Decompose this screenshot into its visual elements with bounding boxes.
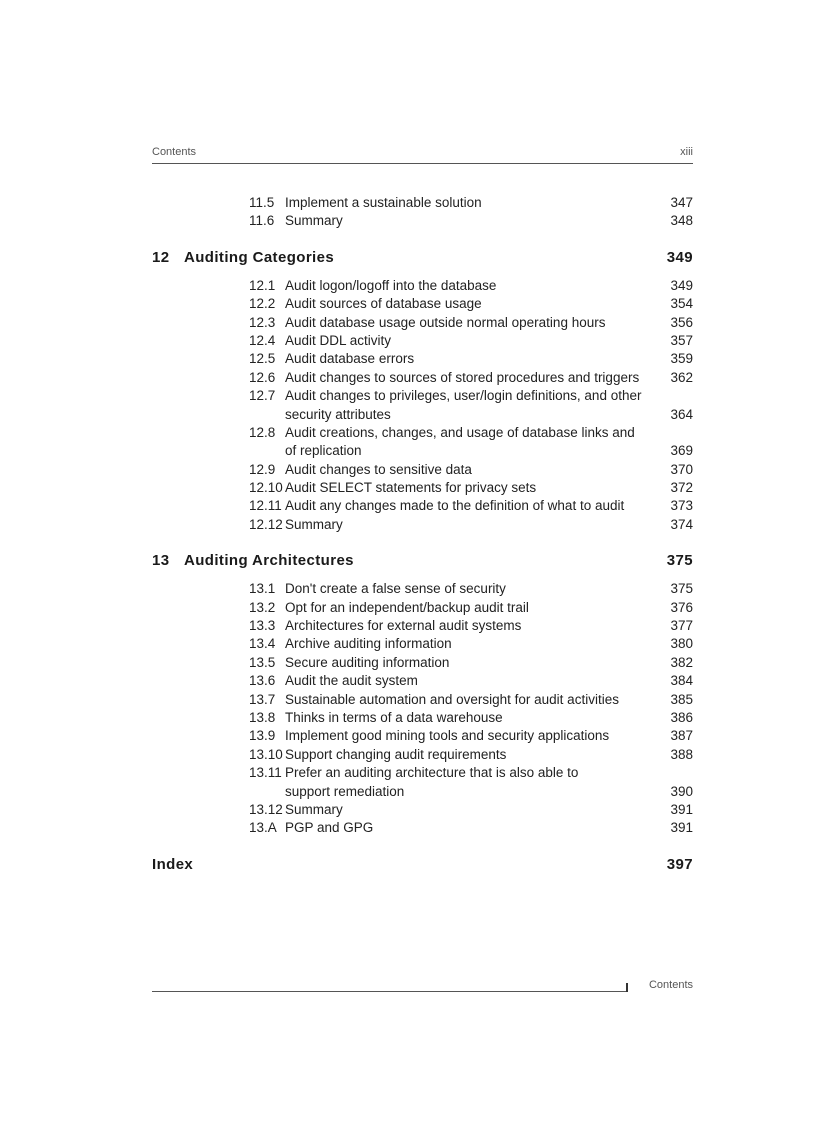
section-number: 12.12 — [249, 516, 283, 532]
section-number: 12.9 — [249, 461, 276, 477]
section-page: 359 — [670, 351, 693, 367]
toc-entry-line — [152, 709, 693, 727]
footer-tab-marker — [626, 983, 628, 992]
section-title: security attributes — [285, 406, 391, 422]
section-number: 13.3 — [249, 618, 276, 634]
toc-entry — [152, 461, 693, 479]
section-number: 12.10 — [249, 480, 283, 496]
toc-entry — [152, 387, 693, 424]
toc-entry-line — [152, 783, 693, 801]
chapter-page: 349 — [666, 248, 693, 266]
chapter-number: 12 — [152, 248, 170, 266]
running-head — [152, 146, 693, 158]
toc-entry — [152, 479, 693, 497]
header-rule — [152, 163, 693, 164]
toc-entry — [152, 617, 693, 635]
section-page: 357 — [670, 332, 693, 348]
section-number: 13.6 — [249, 673, 276, 689]
toc-entry-line — [152, 764, 693, 782]
section-title: Archive auditing information — [285, 636, 452, 652]
section-number: 13.A — [249, 820, 277, 836]
section-page: 391 — [670, 801, 693, 817]
toc-entry-line — [152, 369, 693, 387]
toc-entry — [152, 727, 693, 745]
section-page: 362 — [670, 369, 693, 385]
toc-group — [152, 552, 693, 837]
section-title: Audit DDL activity — [285, 332, 392, 348]
section-number: 13.12 — [249, 801, 283, 817]
section-page: 387 — [670, 728, 693, 744]
toc-entry-line — [152, 442, 693, 460]
toc-entry — [152, 580, 693, 598]
section-number: 13.7 — [249, 691, 276, 707]
section-number: 13.8 — [249, 709, 276, 725]
running-head-title: Contents — [152, 146, 197, 158]
section-page: 390 — [670, 783, 693, 799]
section-page: 354 — [670, 296, 693, 312]
toc-entry-line — [152, 617, 693, 635]
section-title: Support changing audit requirements — [285, 746, 507, 762]
toc-entry — [152, 709, 693, 727]
section-title: Audit creations, changes, and usage of database links and — [285, 424, 635, 440]
table-of-contents — [152, 194, 693, 896]
toc-entry — [152, 314, 693, 332]
section-number: 12.8 — [249, 424, 276, 440]
section-page: 375 — [670, 581, 693, 597]
section-title: Summary — [285, 801, 343, 817]
section-number: 12.11 — [249, 498, 282, 514]
toc-entry — [152, 819, 693, 837]
toc-entry — [152, 295, 693, 313]
chapter-heading — [152, 552, 693, 574]
toc-entry-line — [152, 424, 693, 442]
toc-entry-line — [152, 672, 693, 690]
toc-entry-line — [152, 691, 693, 709]
section-title: Audit database errors — [285, 351, 415, 367]
toc-entry-line — [152, 479, 693, 497]
chapter-heading — [152, 249, 693, 271]
toc-entry-line — [152, 497, 693, 515]
toc-entry — [152, 654, 693, 672]
toc-entry-line — [152, 635, 693, 653]
section-title: Summary — [285, 516, 343, 532]
section-title: of replication — [285, 443, 362, 459]
section-page: 384 — [670, 673, 693, 689]
toc-entry — [152, 801, 693, 819]
section-title: Implement good mining tools and security applications — [285, 728, 610, 744]
section-page: 369 — [670, 443, 693, 459]
chapter-title: Auditing Categories — [184, 248, 335, 266]
section-page: 377 — [670, 618, 693, 634]
toc-entry — [152, 424, 693, 461]
toc-entry-line — [152, 387, 693, 405]
section-title: Audit SELECT statements for privacy sets — [285, 480, 537, 496]
section-title: Audit changes to privileges, user/login definitions, and other — [285, 388, 642, 404]
section-title: Implement a sustainable solution — [285, 195, 482, 210]
section-page: 385 — [670, 691, 693, 707]
section-number: 12.1 — [249, 277, 276, 293]
chapter-title: Auditing Architectures — [184, 552, 354, 570]
section-number: 11.6 — [249, 213, 275, 229]
section-page: 356 — [670, 314, 693, 330]
section-number: 12.7 — [249, 388, 276, 404]
toc-entry-line — [152, 212, 693, 230]
section-title: Secure auditing information — [285, 654, 450, 670]
section-number: 12.6 — [249, 369, 276, 385]
toc-group — [152, 249, 693, 534]
section-title: Audit the audit system — [285, 673, 418, 689]
toc-entry-line — [152, 277, 693, 295]
section-page: 388 — [670, 746, 693, 762]
toc-entry — [152, 516, 693, 534]
toc-group — [152, 194, 693, 231]
page-number: xiii — [680, 146, 693, 158]
section-title: support remediation — [285, 783, 405, 799]
toc-entry-line — [152, 516, 693, 534]
toc-entry — [152, 277, 693, 295]
toc-entry — [152, 369, 693, 387]
toc-entry-line — [152, 314, 693, 332]
chapter-page: 397 — [666, 855, 693, 873]
section-page: 380 — [670, 636, 693, 652]
section-title: Audit changes to sources of stored procedures and triggers — [285, 369, 640, 385]
section-title: Prefer an auditing architecture that is also able to — [285, 765, 579, 781]
section-title: PGP and GPG — [285, 820, 374, 836]
section-title: Audit database usage outside normal operating hours — [285, 314, 606, 330]
toc-entry-line — [152, 746, 693, 764]
section-page: 386 — [670, 709, 693, 725]
toc-entry — [152, 746, 693, 764]
section-title: Audit sources of database usage — [285, 296, 482, 312]
section-title: Opt for an independent/backup audit trail — [285, 599, 529, 615]
toc-entry-line — [152, 194, 693, 212]
section-number: 12.5 — [249, 351, 276, 367]
toc-group — [152, 856, 693, 878]
section-number: 11.5 — [249, 195, 275, 210]
section-number: 12.3 — [249, 314, 276, 330]
section-title: Thinks in terms of a data warehouse — [285, 709, 503, 725]
chapter-title: Index — [152, 855, 194, 873]
toc-entry-line — [152, 332, 693, 350]
chapter-number: 13 — [152, 552, 170, 570]
section-page: 349 — [670, 277, 693, 293]
toc-entry — [152, 212, 693, 230]
toc-entry-line — [152, 654, 693, 672]
section-number: 13.9 — [249, 728, 276, 744]
section-page: 348 — [670, 213, 693, 229]
section-page: 374 — [670, 516, 693, 532]
section-number: 12.2 — [249, 296, 276, 312]
toc-entry-line — [152, 801, 693, 819]
toc-entry-line — [152, 406, 693, 424]
toc-entry — [152, 635, 693, 653]
toc-entry-line — [152, 727, 693, 745]
section-number: 12.4 — [249, 332, 276, 348]
section-page: 376 — [670, 599, 693, 615]
toc-entry-line — [152, 580, 693, 598]
toc-entry — [152, 764, 693, 801]
section-title: Audit any changes made to the definition of what to audit — [285, 498, 625, 514]
section-title: Summary — [285, 213, 343, 229]
section-page: 370 — [670, 461, 693, 477]
section-number: 13.4 — [249, 636, 276, 652]
toc-entry — [152, 194, 693, 212]
section-page: 373 — [670, 498, 693, 514]
section-page: 391 — [670, 820, 693, 836]
section-number: 13.1 — [249, 581, 276, 597]
section-number: 13.11 — [249, 765, 282, 781]
toc-entry — [152, 332, 693, 350]
section-page: 364 — [670, 406, 693, 422]
section-number: 13.2 — [249, 599, 276, 615]
section-page: 372 — [670, 480, 693, 496]
section-number: 13.5 — [249, 654, 276, 670]
toc-entry-line — [152, 350, 693, 368]
toc-entry-line — [152, 461, 693, 479]
section-page: 382 — [670, 654, 693, 670]
section-title: Don't create a false sense of security — [285, 581, 506, 597]
section-title: Sustainable automation and oversight for audit activities — [285, 691, 619, 707]
toc-entry-line — [152, 819, 693, 837]
toc-entry-line — [152, 295, 693, 313]
section-title: Audit changes to sensitive data — [285, 461, 472, 477]
section-page: 347 — [670, 195, 693, 210]
toc-entry — [152, 672, 693, 690]
chapter-page: 375 — [666, 552, 693, 570]
chapter-heading — [152, 856, 693, 878]
section-title: Architectures for external audit systems — [285, 618, 522, 634]
toc-entry — [152, 691, 693, 709]
toc-entry-line — [152, 599, 693, 617]
toc-entry — [152, 599, 693, 617]
footer-label: Contents — [648, 979, 693, 991]
section-title: Audit logon/logoff into the database — [285, 277, 497, 293]
section-number: 13.10 — [249, 746, 283, 762]
toc-entry — [152, 497, 693, 515]
footer-rule — [152, 991, 628, 992]
toc-entry — [152, 350, 693, 368]
